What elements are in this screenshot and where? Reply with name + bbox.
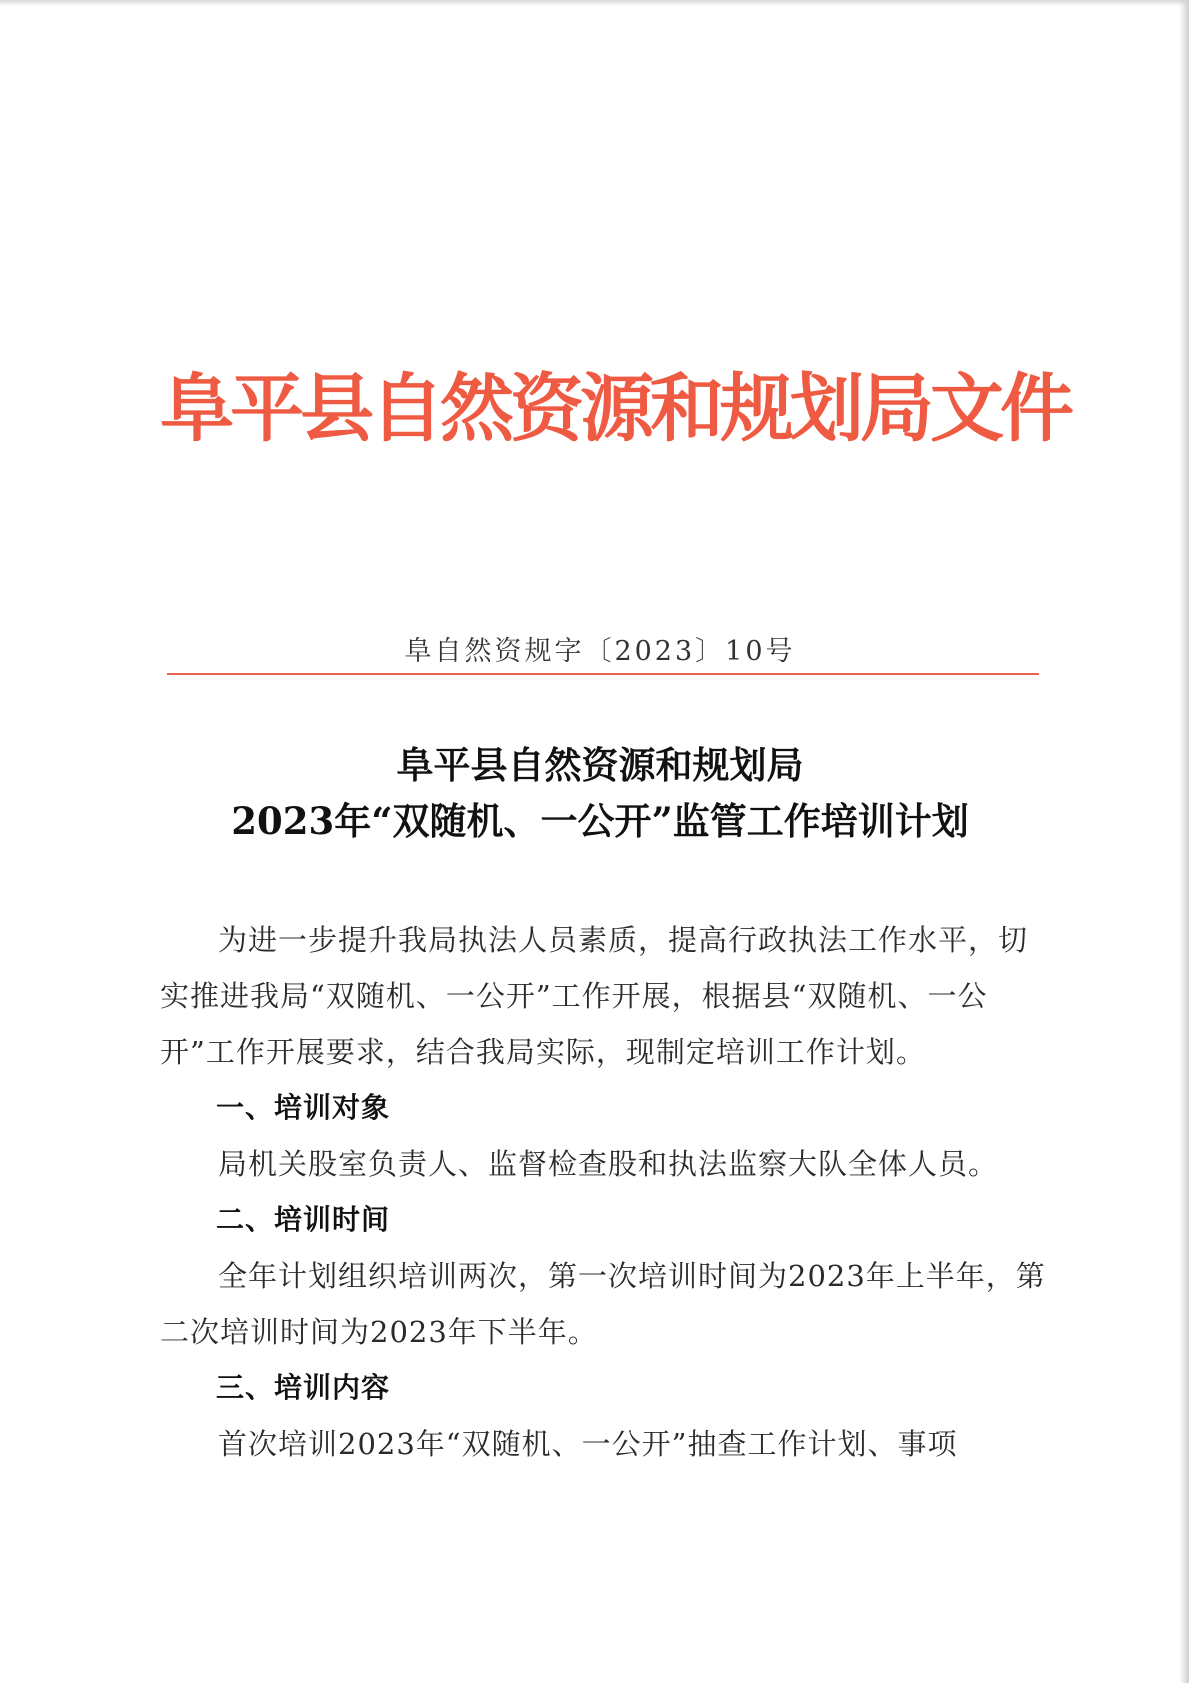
section-3-paragraph: 首次培训2023年“双随机、一公开”抽查工作计划、事项 bbox=[218, 1427, 958, 1461]
section-heading-2: 二、培训时间 bbox=[216, 1203, 391, 1236]
page-edge-shadow-right bbox=[1179, 0, 1189, 1683]
document-number: 阜自然资规字〔2023〕10号 bbox=[404, 636, 796, 667]
document-title bbox=[140, 738, 1060, 849]
document-title-line-2: 2023年“双随机、一公开”监管工作培训计划 bbox=[231, 798, 969, 843]
document-title-line-1: 阜平县自然资源和规划局 bbox=[396, 743, 804, 787]
section-1-paragraph: 局机关股室负责人、监督检查股和执法监察大队全体人员。 bbox=[218, 1147, 999, 1181]
page-edge-shadow-top bbox=[0, 0, 1189, 6]
intro-paragraph: 为进一步提升我局执法人员素质，提高行政执法工作水平，切实推进我局“双随机、一公开”工作开展，根据县“双随机、一公开”工作开展要求，结合我局实际，现制定培训工作计划。 bbox=[160, 923, 1029, 1069]
section-heading-3: 三、培训内容 bbox=[216, 1371, 391, 1404]
section-heading-1: 一、培训对象 bbox=[216, 1091, 391, 1124]
document-header-title: 阜平县自然资源和规划局文件 bbox=[160, 366, 1070, 452]
red-divider-line bbox=[167, 673, 1039, 675]
document-body bbox=[160, 912, 1050, 1472]
section-2-paragraph: 全年计划组织培训两次，第一次培训时间为2023年上半年，第二次培训时间为2023年下半年。 bbox=[160, 1259, 1046, 1349]
